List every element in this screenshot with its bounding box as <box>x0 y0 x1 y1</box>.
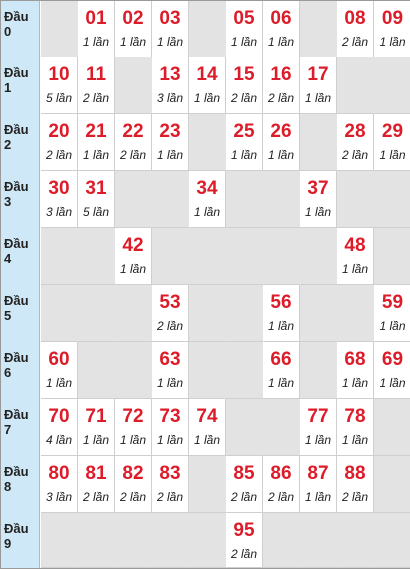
number-cell-87 <box>300 456 337 513</box>
number-count: 1 lần <box>119 433 147 447</box>
number-count: 1 lần <box>267 35 295 49</box>
number-count: 1 lần <box>193 433 221 447</box>
number-value: 83 <box>159 463 181 484</box>
row-head-digit: 6 <box>4 365 12 380</box>
empty-cell <box>189 342 226 399</box>
empty-cell <box>300 114 337 171</box>
table-row <box>1 57 409 114</box>
number-cell-15 <box>226 57 263 114</box>
table-row <box>1 456 409 513</box>
empty-cell <box>189 1 226 58</box>
number-value: 69 <box>381 349 404 370</box>
row-head-label: Đầu <box>4 464 29 479</box>
empty-cell <box>263 171 300 228</box>
number-value: 16 <box>270 64 292 85</box>
number-cell-29 <box>374 114 410 171</box>
number-value: 81 <box>85 463 107 484</box>
number-count: 1 lần <box>379 376 406 390</box>
number-cell-86 <box>263 456 300 513</box>
number-value: 08 <box>344 8 366 29</box>
number-cell-23 <box>152 114 189 171</box>
number-value: 88 <box>344 463 366 484</box>
number-value: 11 <box>85 64 107 85</box>
number-value: 74 <box>196 406 218 427</box>
empty-cell <box>374 228 410 285</box>
number-count: 2 lần <box>267 490 295 504</box>
number-cell-66 <box>263 342 300 399</box>
number-value: 22 <box>122 121 144 142</box>
number-value: 42 <box>122 235 144 256</box>
row-head-7 <box>1 399 40 456</box>
number-cell-81 <box>78 456 115 513</box>
number-value: 15 <box>233 64 255 85</box>
number-cell-63 <box>152 342 189 399</box>
empty-cell <box>300 285 337 342</box>
empty-cell <box>115 513 152 568</box>
number-cell-26 <box>263 114 300 171</box>
row-head-label: Đầu <box>4 236 29 251</box>
row-head-digit: 3 <box>4 194 12 209</box>
empty-cell <box>300 342 337 399</box>
empty-cell <box>115 171 152 228</box>
empty-cell <box>226 285 263 342</box>
number-value: 71 <box>85 406 107 427</box>
number-count: 1 lần <box>82 148 110 162</box>
number-cell-83 <box>152 456 189 513</box>
number-cell-71 <box>78 399 115 456</box>
number-cell-01 <box>78 1 115 58</box>
empty-cell <box>337 285 374 342</box>
number-value: 60 <box>48 349 70 370</box>
number-cell-72 <box>115 399 152 456</box>
number-value: 21 <box>85 121 107 142</box>
number-cell-02 <box>115 1 152 58</box>
empty-cell <box>115 285 152 342</box>
number-count: 5 lần <box>45 91 73 105</box>
number-cell-82 <box>115 456 152 513</box>
number-count: 2 lần <box>82 91 110 105</box>
number-value: 85 <box>233 463 255 484</box>
number-value: 86 <box>270 463 292 484</box>
number-cell-08 <box>337 1 374 58</box>
number-count: 1 lần <box>304 91 332 105</box>
number-value: 78 <box>344 406 366 427</box>
number-cell-28 <box>337 114 374 171</box>
empty-cell <box>337 57 374 114</box>
number-value: 01 <box>85 8 107 29</box>
number-cell-16 <box>263 57 300 114</box>
number-value: 25 <box>233 121 255 142</box>
number-value: 06 <box>270 8 292 29</box>
number-value: 72 <box>122 406 144 427</box>
table-row <box>1 171 409 228</box>
table-row <box>1 114 409 171</box>
number-cell-11 <box>78 57 115 114</box>
empty-cell <box>226 228 263 285</box>
number-count: 1 lần <box>156 433 184 447</box>
row-head-digit: 5 <box>4 308 12 323</box>
empty-cell <box>226 171 263 228</box>
number-value: 29 <box>381 121 404 142</box>
number-value: 63 <box>159 349 181 370</box>
row-head-0 <box>1 1 40 58</box>
number-cell-13 <box>152 57 189 114</box>
row-head-2 <box>1 114 40 171</box>
number-cell-69 <box>374 342 410 399</box>
number-cell-78 <box>337 399 374 456</box>
number-value: 14 <box>196 64 218 85</box>
number-cell-77 <box>300 399 337 456</box>
number-count: 1 lần <box>119 262 147 276</box>
number-count: 1 lần <box>267 319 295 333</box>
row-head-label: Đầu <box>4 350 29 365</box>
empty-cell <box>337 171 374 228</box>
number-cell-88 <box>337 456 374 513</box>
number-cell-37 <box>300 171 337 228</box>
number-count: 2 lần <box>230 547 258 561</box>
number-value: 53 <box>159 292 181 313</box>
number-count: 2 lần <box>119 490 147 504</box>
number-count: 1 lần <box>156 376 184 390</box>
number-cell-05 <box>226 1 263 58</box>
number-count: 1 lần <box>156 148 184 162</box>
row-head-digit: 9 <box>4 536 12 551</box>
empty-cell <box>41 285 78 342</box>
number-value: 80 <box>48 463 70 484</box>
number-value: 09 <box>381 8 404 29</box>
number-cell-03 <box>152 1 189 58</box>
empty-cell <box>115 342 152 399</box>
number-count: 1 lần <box>304 490 332 504</box>
number-value: 48 <box>344 235 366 256</box>
number-value: 31 <box>85 178 107 199</box>
number-value: 23 <box>159 121 181 142</box>
number-value: 26 <box>270 121 292 142</box>
number-value: 66 <box>270 349 292 370</box>
table-row <box>1 399 409 456</box>
number-value: 37 <box>307 178 329 199</box>
number-value: 77 <box>307 406 329 427</box>
number-value: 82 <box>122 463 144 484</box>
row-head-1 <box>1 57 40 114</box>
row-head-label: Đầu <box>4 179 29 194</box>
number-count: 1 lần <box>341 433 369 447</box>
empty-cell <box>263 399 300 456</box>
number-count: 2 lần <box>156 319 184 333</box>
number-count: 4 lần <box>45 433 73 447</box>
number-count: 1 lần <box>119 35 147 49</box>
empty-cell <box>374 456 410 513</box>
number-count: 2 lần <box>156 490 184 504</box>
number-cell-74 <box>189 399 226 456</box>
number-count: 2 lần <box>230 490 258 504</box>
row-head-3 <box>1 171 40 228</box>
number-value: 03 <box>159 8 181 29</box>
number-count: 1 lần <box>379 148 406 162</box>
number-cell-80 <box>41 456 78 513</box>
number-value: 95 <box>233 520 255 541</box>
row-head-label: Đầu <box>4 65 29 80</box>
number-value: 02 <box>122 8 144 29</box>
number-count: 3 lần <box>45 490 73 504</box>
number-cell-48 <box>337 228 374 285</box>
number-cell-95 <box>226 513 263 568</box>
row-head-9 <box>1 513 40 568</box>
empty-cell <box>78 513 115 568</box>
empty-cell <box>374 57 410 114</box>
empty-cell <box>78 342 115 399</box>
number-count: 2 lần <box>119 148 147 162</box>
number-count: 1 lần <box>193 91 221 105</box>
empty-cell <box>189 285 226 342</box>
number-count: 1 lần <box>304 433 332 447</box>
empty-cell <box>115 57 152 114</box>
number-count: 1 lần <box>230 35 258 49</box>
row-head-digit: 1 <box>4 80 12 95</box>
row-head-label: Đầu <box>4 407 29 422</box>
empty-cell <box>374 513 410 568</box>
row-head-label: Đầu <box>4 122 29 137</box>
row-head-label: Đầu <box>4 9 29 24</box>
number-value: 30 <box>48 178 70 199</box>
number-cell-30 <box>41 171 78 228</box>
empty-cell <box>374 171 410 228</box>
number-cell-06 <box>263 1 300 58</box>
number-count: 2 lần <box>341 490 369 504</box>
number-cell-21 <box>78 114 115 171</box>
number-count: 2 lần <box>230 91 258 105</box>
number-cell-42 <box>115 228 152 285</box>
number-value: 17 <box>307 64 329 85</box>
table-row <box>1 342 409 399</box>
number-cell-70 <box>41 399 78 456</box>
number-cell-56 <box>263 285 300 342</box>
number-cell-73 <box>152 399 189 456</box>
number-count: 1 lần <box>267 376 295 390</box>
row-head-4 <box>1 228 40 285</box>
empty-cell <box>189 456 226 513</box>
number-value: 34 <box>196 178 218 199</box>
number-count: 1 lần <box>193 205 221 219</box>
number-cell-31 <box>78 171 115 228</box>
number-cell-60 <box>41 342 78 399</box>
empty-cell <box>337 513 374 568</box>
number-cell-20 <box>41 114 78 171</box>
number-count: 2 lần <box>82 490 110 504</box>
empty-cell <box>263 513 300 568</box>
table-row <box>1 285 409 342</box>
empty-cell <box>226 342 263 399</box>
number-count: 1 lần <box>341 262 369 276</box>
empty-cell <box>263 228 300 285</box>
number-value: 13 <box>159 64 181 85</box>
number-count: 3 lần <box>45 205 73 219</box>
empty-cell <box>226 399 263 456</box>
empty-cell <box>152 171 189 228</box>
number-cell-10 <box>41 57 78 114</box>
empty-cell <box>78 285 115 342</box>
empty-cell <box>374 399 410 456</box>
number-value: 20 <box>48 121 70 142</box>
number-value: 59 <box>381 292 404 313</box>
row-head-digit: 2 <box>4 137 12 152</box>
empty-cell <box>152 228 189 285</box>
row-head-digit: 7 <box>4 422 12 437</box>
empty-cell <box>41 1 78 58</box>
number-cell-34 <box>189 171 226 228</box>
number-count: 2 lần <box>341 35 369 49</box>
number-count: 1 lần <box>304 205 332 219</box>
number-cell-09 <box>374 1 410 58</box>
row-head-digit: 8 <box>4 479 12 494</box>
row-head-6 <box>1 342 40 399</box>
row-head-label: Đầu <box>4 293 29 308</box>
number-count: 2 lần <box>341 148 369 162</box>
number-count: 1 lần <box>45 376 73 390</box>
number-cell-85 <box>226 456 263 513</box>
empty-cell <box>300 1 337 58</box>
number-count: 1 lần <box>82 433 110 447</box>
empty-cell <box>41 228 78 285</box>
number-cell-17 <box>300 57 337 114</box>
number-count: 1 lần <box>267 148 295 162</box>
empty-cell <box>189 513 226 568</box>
empty-cell <box>300 228 337 285</box>
number-cell-53 <box>152 285 189 342</box>
number-count: 1 lần <box>341 376 369 390</box>
number-count: 2 lần <box>45 148 73 162</box>
number-value: 68 <box>344 349 366 370</box>
number-value: 73 <box>159 406 181 427</box>
number-value: 87 <box>307 463 329 484</box>
number-count: 5 lần <box>82 205 110 219</box>
number-count: 1 lần <box>379 319 406 333</box>
row-head-5 <box>1 285 40 342</box>
table-row <box>1 513 409 568</box>
number-cell-25 <box>226 114 263 171</box>
number-value: 70 <box>48 406 70 427</box>
row-head-label: Đầu <box>4 521 29 536</box>
row-head-8 <box>1 456 40 513</box>
number-count: 1 lần <box>379 35 406 49</box>
number-cell-14 <box>189 57 226 114</box>
number-value: 56 <box>270 292 292 313</box>
empty-cell <box>152 513 189 568</box>
table-row <box>1 228 409 285</box>
number-cell-22 <box>115 114 152 171</box>
number-cell-68 <box>337 342 374 399</box>
table-row <box>1 1 409 58</box>
row-head-digit: 0 <box>4 24 12 39</box>
empty-cell <box>189 114 226 171</box>
number-count: 1 lần <box>230 148 258 162</box>
empty-cell <box>41 513 78 568</box>
number-count: 3 lần <box>156 91 184 105</box>
empty-cell <box>300 513 337 568</box>
empty-cell <box>78 228 115 285</box>
number-value: 28 <box>344 121 366 142</box>
number-value: 10 <box>48 64 70 85</box>
number-cell-59 <box>374 285 410 342</box>
row-head-digit: 4 <box>4 251 12 266</box>
number-value: 05 <box>233 8 255 29</box>
number-count: 1 lần <box>82 35 110 49</box>
number-count: 2 lần <box>267 91 295 105</box>
empty-cell <box>189 228 226 285</box>
number-count: 1 lần <box>156 35 184 49</box>
